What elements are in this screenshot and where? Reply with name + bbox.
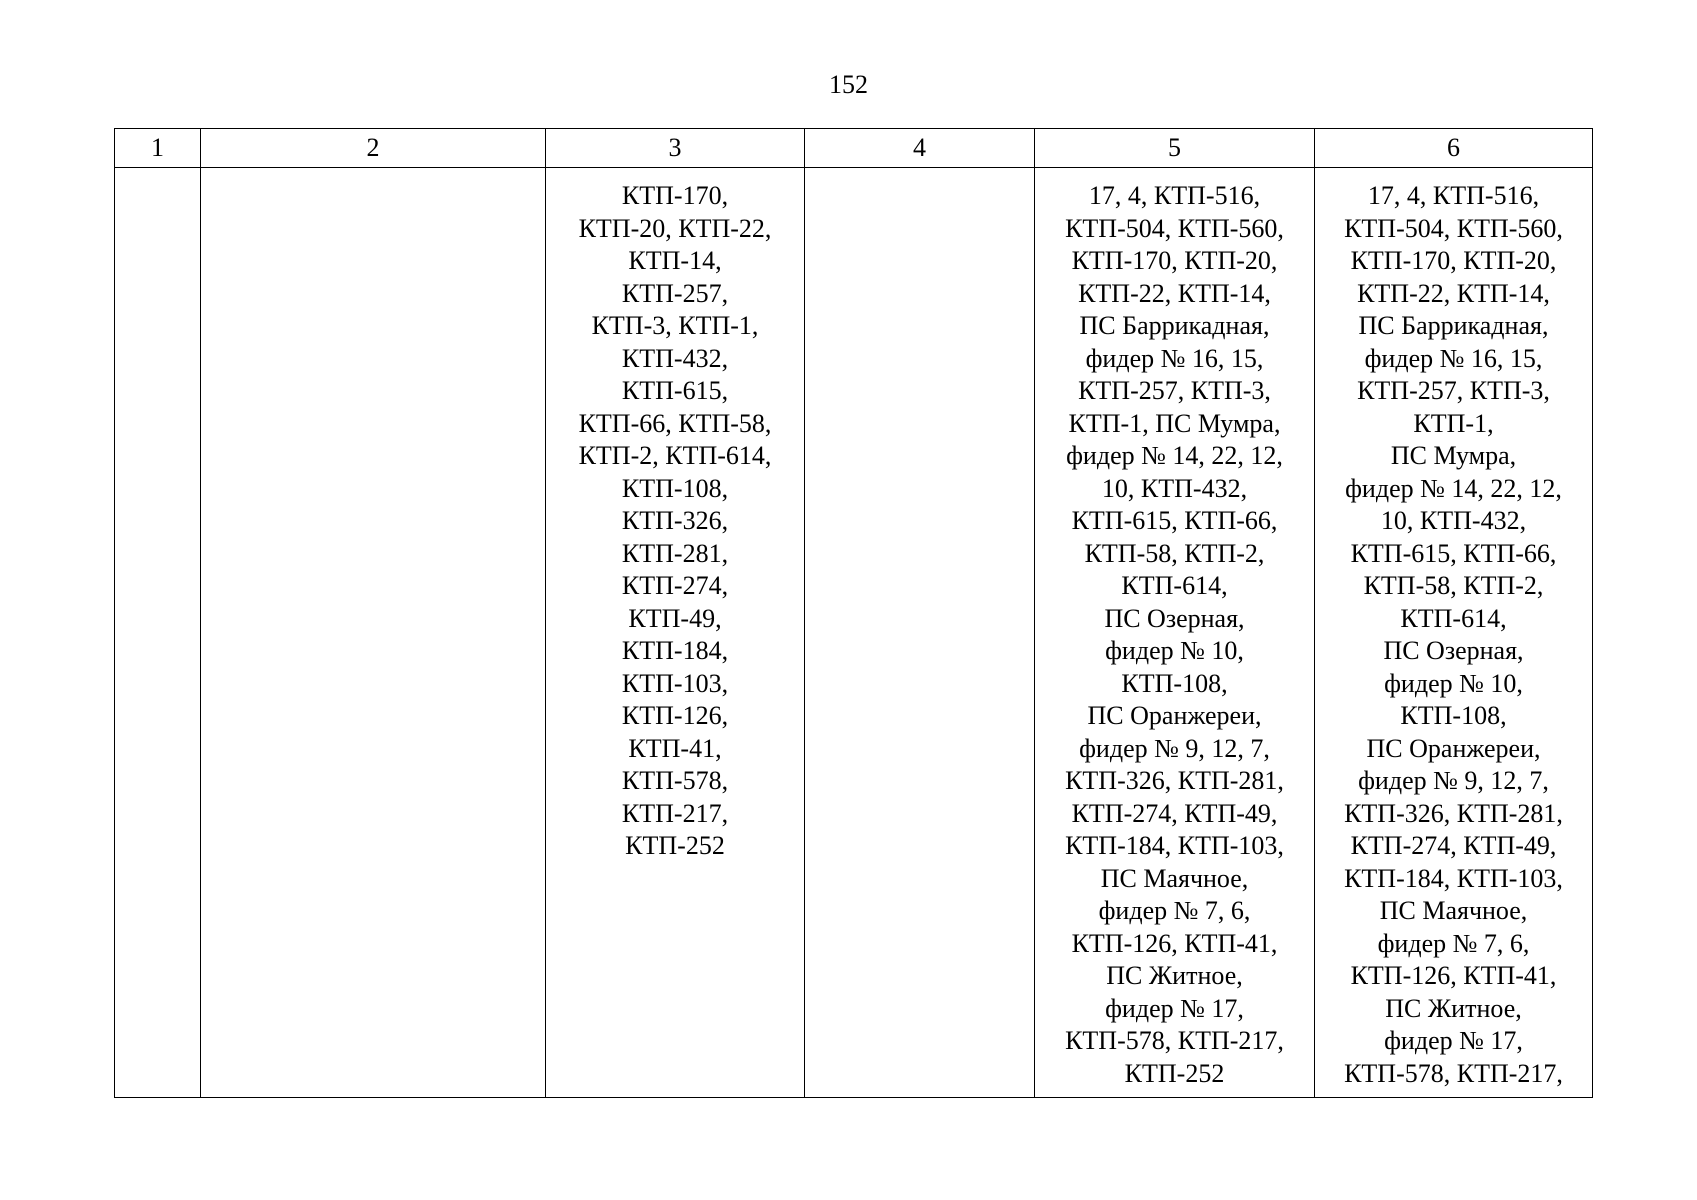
cell-line: КТП-326, КТП-281, — [1065, 766, 1284, 795]
cell-line: КТП-252 — [1124, 1058, 1225, 1088]
cell-line: 10, КТП-432, — [1101, 473, 1248, 503]
cell-line: КТП-170, — [621, 181, 729, 210]
cell-line: КТП-504, КТП-560, — [1344, 213, 1563, 243]
cell-line: КТП-58, КТП-2, — [1363, 571, 1544, 600]
cell-line: ПС Житное, — [1106, 961, 1243, 990]
cell-line: КТП-252 — [625, 831, 725, 860]
cell-line: КТП-504, КТП-560, — [1065, 213, 1284, 243]
cell-line: КТП-108, — [1400, 701, 1507, 730]
cell-line: ПС Оранжереи, — [1087, 701, 1262, 730]
cell-line: КТП-58, КТП-2, — [1084, 538, 1265, 568]
cell-line: фидер № 10, — [1384, 668, 1523, 698]
cell-line: КТП-326, КТП-281, — [1344, 798, 1563, 828]
cell-line: КТП-103, — [621, 668, 729, 698]
cell-line: фидер № 10, — [1105, 636, 1244, 665]
cell-line: 10, КТП-432, — [1380, 506, 1527, 535]
cell-line: фидер № 9, 12, 7, — [1358, 766, 1549, 795]
cell-line: КТП-615, КТП-66, — [1350, 538, 1557, 568]
cell-line: КТП-1, — [1413, 408, 1494, 438]
cell-line: фидер № 7, 6, — [1377, 928, 1530, 958]
cell-line: КТП-22, КТП-14, — [1078, 278, 1271, 308]
cell-line: ПС Озерная, — [1383, 636, 1524, 665]
cell-line: фидер № 14, 22, 12, — [1345, 473, 1562, 503]
cell-line: КТП-126, КТП-41, — [1071, 928, 1278, 958]
cell-line: КТП-615, КТП-66, — [1071, 506, 1278, 535]
cell-line: КТП-170, КТП-20, — [1350, 246, 1557, 275]
page-number: 152 — [829, 70, 868, 99]
cell-line: ПС Баррикадная, — [1079, 311, 1270, 340]
cell-line: КТП-326, — [621, 506, 729, 535]
cell-line: КТП-578, КТП-217, — [1065, 1026, 1284, 1055]
cell-line: КТП-2, КТП-614, — [578, 441, 772, 470]
cell-line: КТП-257, КТП-3, — [1357, 376, 1550, 405]
cell-line: КТП-184, — [621, 636, 729, 665]
data-table — [114, 128, 1593, 1098]
cell-line: КТП-3, КТП-1, — [591, 311, 759, 340]
cell-line: фидер № 17, — [1105, 993, 1244, 1023]
cell-line: КТП-432, — [621, 343, 729, 373]
cell-line: ПС Житное, — [1385, 993, 1522, 1023]
cell-col-2 — [201, 168, 546, 1098]
cell-line: ПС Маячное, — [1379, 896, 1528, 925]
cell-line: ПС Мумра, — [1390, 441, 1517, 470]
cell-line: КТП-20, КТП-22, — [578, 213, 772, 243]
cell-line: КТП-614, — [1121, 571, 1228, 600]
cell-line: ПС Баррикадная, — [1358, 311, 1549, 340]
column-header-2: 2 — [201, 129, 546, 168]
cell-line: ПС Маячное, — [1100, 863, 1249, 893]
cell-line: фидер № 17, — [1384, 1026, 1523, 1055]
cell-line: КТП-49, — [628, 603, 722, 633]
header-row — [115, 129, 1593, 168]
cell-line: КТП-41, — [628, 733, 722, 763]
cell-line: 17, 4, КТП-516, — [1367, 181, 1540, 210]
column-header-4: 4 — [805, 129, 1035, 168]
cell-line: КТП-170, КТП-20, — [1071, 246, 1278, 275]
cell-line: КТП-126, КТП-41, — [1350, 961, 1557, 990]
column-header-3: 3 — [546, 129, 805, 168]
cell-line: ПС Озерная, — [1104, 603, 1245, 633]
cell-line: КТП-108, — [621, 473, 729, 503]
cell-line: фидер № 7, 6, — [1098, 896, 1251, 925]
cell-col-3 — [546, 168, 805, 1098]
cell-line: КТП-1, ПС Мумра, — [1068, 408, 1281, 438]
cell-line: КТП-274, КТП-49, — [1350, 831, 1557, 860]
cell-col-4 — [805, 168, 1035, 1098]
cell-line: фидер № 9, 12, 7, — [1079, 733, 1270, 763]
cell-line: ПС Оранжереи, — [1366, 733, 1541, 763]
cell-col-1 — [115, 168, 201, 1098]
cell-line: КТП-614, — [1400, 603, 1507, 633]
cell-line: КТП-184, КТП-103, — [1065, 831, 1284, 860]
cell-line: фидер № 16, 15, — [1085, 343, 1264, 373]
cell-line: КТП-274, — [621, 571, 729, 600]
cell-line: КТП-615, — [621, 376, 729, 405]
cell-line: КТП-66, КТП-58, — [578, 408, 772, 438]
cell-line: КТП-578, — [621, 766, 729, 795]
cell-line: КТП-14, — [628, 246, 722, 275]
column-header-6: 6 — [1315, 129, 1593, 168]
cell-line: 17, 4, КТП-516, — [1088, 181, 1261, 210]
cell-line: КТП-257, — [621, 278, 729, 308]
cell-line: КТП-578, КТП-217, — [1344, 1058, 1563, 1088]
column-header-1: 1 — [115, 129, 201, 168]
cell-line: КТП-257, КТП-3, — [1078, 376, 1271, 405]
cell-line: КТП-281, — [621, 538, 729, 568]
column-header-5: 5 — [1035, 129, 1315, 168]
cell-line: фидер № 14, 22, 12, — [1066, 441, 1283, 470]
cell-line: КТП-22, КТП-14, — [1357, 278, 1550, 308]
cell-line: КТП-126, — [621, 701, 729, 730]
cell-line: КТП-184, КТП-103, — [1344, 863, 1563, 893]
cell-col-6 — [1315, 168, 1593, 1098]
cell-col-5 — [1035, 168, 1315, 1098]
cell-line: КТП-108, — [1121, 668, 1228, 698]
cell-line: КТП-217, — [621, 798, 729, 828]
cell-line: КТП-274, КТП-49, — [1071, 798, 1278, 828]
table-row — [115, 168, 1593, 1098]
cell-line: фидер № 16, 15, — [1364, 343, 1543, 373]
